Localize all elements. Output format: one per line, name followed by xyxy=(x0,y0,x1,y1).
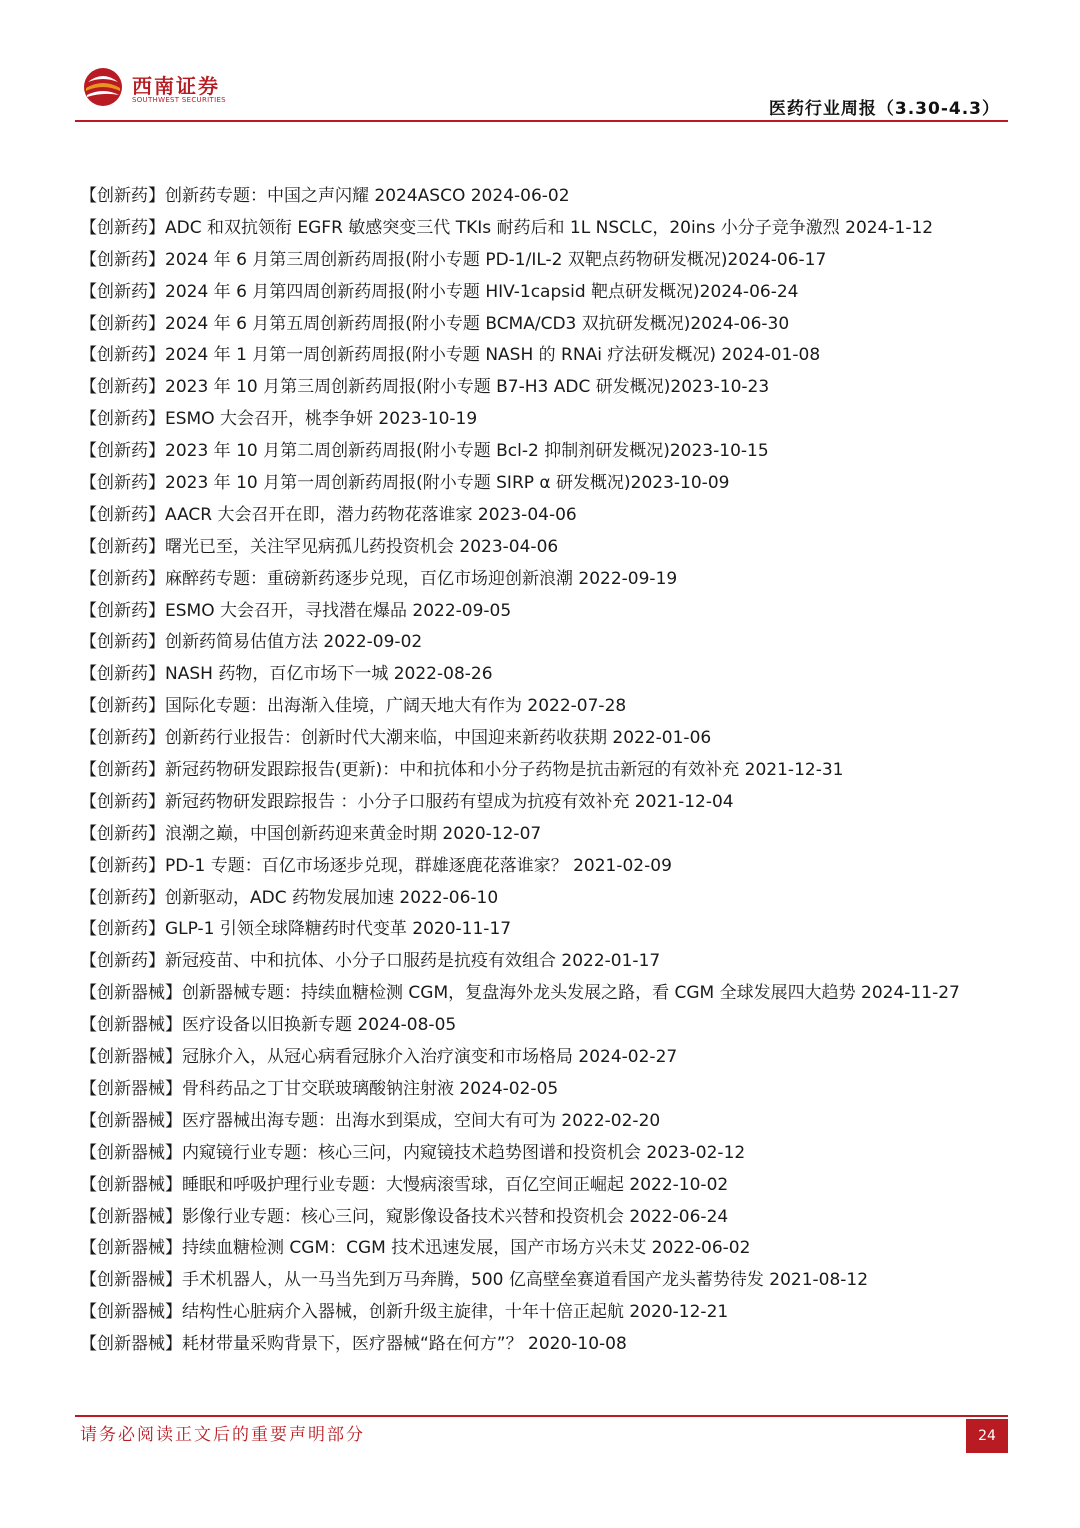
related-reports-list xyxy=(80,181,1010,1361)
report-list-item[interactable]: 【创新药】ESMO 大会召开，桃李争妍 2023-10-19 xyxy=(80,409,478,430)
report-list-item[interactable]: 【创新器械】手术机器人，从一马当先到万马奔腾，500 亿高壁垒赛道看国产龙头蓄势待发 2021-08-12 xyxy=(80,1270,869,1291)
footer-divider xyxy=(75,1415,1008,1417)
report-list-item[interactable]: 【创新药】麻醉药专题：重磅新药逐步兑现，百亿市场迎创新浪潮 2022-09-19 xyxy=(80,568,678,589)
page-number-badge: 24 xyxy=(966,1419,1008,1453)
disclaimer-text: 请务必阅读正文后的重要声明部分 xyxy=(80,1425,365,1445)
report-list-item[interactable]: 【创新药】创新药行业报告：创新时代大潮来临，中国迎来新药收获期 2022-01-06 xyxy=(80,728,712,749)
logo-emblem-icon xyxy=(82,66,124,108)
report-list-item[interactable]: 【创新器械】医疗器械出海专题：出海水到渠成，空间大有可为 2022-02-20 xyxy=(80,1110,661,1131)
report-list-item[interactable]: 【创新药】创新药专题：中国之声闪耀 2024ASCO 2024-06-02 xyxy=(80,186,570,206)
report-list-item[interactable]: 【创新器械】内窥镜行业专题：核心三问，内窥镜技术趋势图谱和投资机会 2023-02-12 xyxy=(80,1142,746,1163)
report-list-item[interactable]: 【创新药】2024 年 6 月第五周创新药周报(附小专题 BCMA/CD3 双抗研发概况)2024-06-30 xyxy=(80,313,790,334)
report-list-item[interactable]: 【创新药】2024 年 1 月第一周创新药周报(附小专题 NASH 的 RNAi 疗法研发概况) 2024-01-08 xyxy=(80,345,821,366)
report-list-item[interactable]: 【创新器械】睡眠和呼吸护理行业专题：大慢病滚雪球，百亿空间正崛起 2022-10-02 xyxy=(80,1174,729,1195)
report-title: 医药行业周报（3.30-4.3） xyxy=(768,99,1000,119)
report-list-item[interactable]: 【创新药】国际化专题：出海渐入佳境，广阔天地大有作为 2022-07-28 xyxy=(80,696,627,717)
report-list-item[interactable]: 【创新药】曙光已至，关注罕见病孤儿药投资机会 2023-04-06 xyxy=(80,536,559,557)
company-logo xyxy=(82,66,226,112)
report-list-item[interactable]: 【创新器械】冠脉介入，从冠心病看冠脉介入治疗演变和市场格局 2024-02-27 xyxy=(80,1047,678,1068)
report-list-item[interactable]: 【创新药】2024 年 6 月第四周创新药周报(附小专题 HIV-1capsid 靶点研发概况)2024-06-24 xyxy=(80,281,799,302)
page-header xyxy=(0,0,1080,125)
report-list-item[interactable]: 【创新药】GLP-1 引领全球降糖药时代变革 2020-11-17 xyxy=(80,919,512,940)
report-list-item[interactable]: 【创新器械】结构性心脏病介入器械，创新升级主旋律，十年十倍正起航 2020-12-21 xyxy=(80,1302,729,1323)
report-list-item[interactable]: 【创新药】PD-1 专题：百亿市场逐步兑现，群雄逐鹿花落谁家？ 2021-02-09 xyxy=(80,855,672,876)
logo-chinese-name: 西南证券 xyxy=(132,74,220,98)
header-divider xyxy=(75,120,1008,122)
report-list-item[interactable]: 【创新药】2023 年 10 月第三周创新药周报(附小专题 B7-H3 ADC 研发概况)2023-10-23 xyxy=(80,377,770,398)
report-list-item[interactable]: 【创新药】创新驱动，ADC 药物发展加速 2022-06-10 xyxy=(80,887,499,908)
report-list-item[interactable]: 【创新药】创新药简易估值方法 2022-09-02 xyxy=(80,632,423,653)
report-list-item[interactable]: 【创新药】新冠疫苗、中和抗体、小分子口服药是抗疫有效组合 2022-01-17 xyxy=(80,951,661,972)
report-list-item[interactable]: 【创新药】新冠药物研发跟踪报告(更新)：中和抗体和小分子药物是抗击新冠的有效补充 2021-12-31 xyxy=(80,760,844,781)
report-list-item[interactable]: 【创新药】浪潮之巅，中国创新药迎来黄金时期 2020-12-07 xyxy=(80,823,542,844)
report-list-item[interactable]: 【创新器械】骨科药品之丁甘交联玻璃酸钠注射液 2024-02-05 xyxy=(80,1078,559,1099)
report-list-item[interactable]: 【创新药】新冠药物研发跟踪报告 ：小分子口服药有望成为抗疫有效补充 2021-12-04 xyxy=(80,791,734,812)
report-list-item[interactable]: 【创新药】ADC 和双抗领衔 EGFR 敏感突变三代 TKIs 耐药后和 1L NSCLC，20ins 小分子竞争激烈 2024-1-12 xyxy=(80,217,934,238)
report-list-item[interactable]: 【创新药】NASH 药物，百亿市场下一城 2022-08-26 xyxy=(80,664,493,685)
report-list-item[interactable]: 【创新药】AACR 大会召开在即，潜力药物花落谁家 2023-04-06 xyxy=(80,504,577,525)
report-list-item[interactable]: 【创新器械】影像行业专题：核心三问，窥影像设备技术兴替和投资机会 2022-06-24 xyxy=(80,1206,729,1227)
report-list-item[interactable]: 【创新器械】持续血糖检测 CGM：CGM 技术迅速发展，国产市场方兴未艾 2022-06-02 xyxy=(80,1238,751,1259)
report-list-item[interactable]: 【创新药】ESMO 大会召开，寻找潜在爆品 2022-09-05 xyxy=(80,600,512,621)
report-list-item[interactable]: 【创新器械】创新器械专题：持续血糖检测 CGM，复盘海外龙头发展之路，看 CGM 全球发展四大趋势 2024-11-27 xyxy=(80,983,960,1004)
logo-english-name: SOUTHWEST SECURITIES xyxy=(132,96,226,104)
report-list-item[interactable]: 【创新药】2023 年 10 月第一周创新药周报(附小专题 SIRP α 研发概况)2023-10-09 xyxy=(80,473,730,494)
report-list-item[interactable]: 【创新药】2024 年 6 月第三周创新药周报(附小专题 PD-1/IL-2 双靶点药物研发概况)2024-06-17 xyxy=(80,249,827,270)
report-list-item[interactable]: 【创新器械】耗材带量采购背景下，医疗器械“路在何方”？ 2020-10-08 xyxy=(80,1334,627,1355)
report-list-item[interactable]: 【创新器械】医疗设备以旧换新专题 2024-08-05 xyxy=(80,1015,457,1036)
report-list-item[interactable]: 【创新药】2023 年 10 月第二周创新药周报(附小专题 Bcl-2 抑制剂研发概况)2023-10-15 xyxy=(80,441,769,462)
